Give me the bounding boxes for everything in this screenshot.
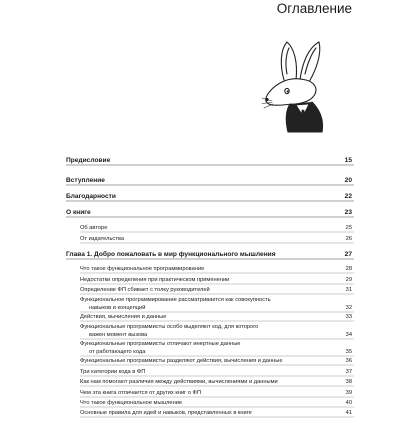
table-of-contents <box>66 157 354 417</box>
toc-page-number: 23 <box>344 209 352 216</box>
toc-entry-title: Функциональные программисты отличают инертные данные <box>80 341 241 347</box>
toc-entry[interactable] <box>66 157 354 165</box>
toc-entry-title: Как нам помогают различия между действиями, вычислениями и данными <box>80 379 278 385</box>
toc-entry-title: Три категории кода в ФП <box>80 369 146 375</box>
toc-entry[interactable] <box>80 266 354 273</box>
toc-page-number: 37 <box>345 369 352 375</box>
toc-entry-title: От издательства <box>80 236 124 242</box>
toc-entry[interactable] <box>80 400 354 407</box>
toc-entry-title-continued: навыков и концепций <box>89 305 146 311</box>
toc-page-number: 20 <box>344 177 352 184</box>
toc-entry-title: Что такое функциональное мышление <box>80 400 183 406</box>
page-title: Оглавление <box>276 1 352 16</box>
toc-page-number: 41 <box>345 410 352 416</box>
toc-entry[interactable] <box>66 250 354 259</box>
toc-page-number: 32 <box>345 305 352 311</box>
toc-page-number: 33 <box>345 314 352 320</box>
toc-entry[interactable] <box>80 236 354 243</box>
toc-entry-title: Действия, вычисления и данные <box>80 314 167 320</box>
toc-entry-title: Функциональные программисты особо выделяют код, для которого <box>80 324 259 330</box>
toc-page-number: 15 <box>344 157 352 164</box>
toc-page-number: 25 <box>345 225 352 231</box>
toc-page-number: 39 <box>345 390 352 396</box>
toc-entry-title: Определение ФП сбивает с толку руководителей <box>80 287 210 293</box>
toc-entry[interactable] <box>80 277 354 284</box>
toc-entry[interactable] <box>80 324 354 339</box>
toc-entry[interactable] <box>66 193 354 201</box>
toc-page-number: 28 <box>345 266 352 272</box>
toc-entry[interactable] <box>80 313 354 321</box>
toc-page-number: 26 <box>345 236 352 242</box>
toc-page-number: 34 <box>345 332 352 338</box>
toc-entry-title: Об авторе <box>80 225 108 231</box>
toc-page-number: 35 <box>345 349 352 355</box>
toc-page-number: 40 <box>345 400 352 406</box>
rabbit-illustration <box>262 42 323 132</box>
toc-entry-title: Предисловие <box>66 157 111 164</box>
toc-entry[interactable] <box>80 341 354 356</box>
toc-entry[interactable] <box>80 390 354 397</box>
toc-page-number: 27 <box>344 251 352 258</box>
toc-entry[interactable] <box>80 409 354 417</box>
toc-entry[interactable] <box>80 369 354 376</box>
toc-entry-title: Основные правила для идей и навыков, представленных в книге <box>80 410 252 416</box>
toc-entry[interactable] <box>80 297 354 312</box>
toc-entry-title: Чем эта книга отличается от других книг о ФП <box>80 390 201 396</box>
toc-entry-title-continued: важен момент вызова <box>89 332 148 338</box>
toc-page-number: 38 <box>345 379 352 385</box>
toc-entry[interactable] <box>80 225 354 232</box>
toc-entry-title: О книге <box>66 209 91 216</box>
toc-entry-title: Что такое функциональное программирование <box>80 266 205 272</box>
toc-entry[interactable] <box>80 357 354 365</box>
toc-entry-title-continued: от работающего кода <box>89 349 146 355</box>
toc-entry[interactable] <box>66 209 354 217</box>
toc-page-number: 36 <box>345 358 352 364</box>
toc-entry-title: Функциональные программисты разделяют действия, вычисления и данные <box>80 358 283 364</box>
toc-entry-title: Вступление <box>66 177 105 184</box>
toc-page-number: 22 <box>344 193 352 200</box>
toc-entry-title: Благодарности <box>66 193 116 200</box>
toc-page-number: 29 <box>345 277 352 283</box>
toc-entry-title: Функциональное программирование рассматривается как совокупность <box>80 297 271 303</box>
toc-entry[interactable] <box>66 177 354 185</box>
toc-entry[interactable] <box>80 286 354 294</box>
toc-entry-title: Глава 1. Добро пожаловать в мир функционального мышления <box>66 251 276 258</box>
toc-page-number: 31 <box>345 287 352 293</box>
toc-entry[interactable] <box>80 378 354 386</box>
toc-entry-title: Недостатки определения при практическом применении <box>80 277 230 283</box>
